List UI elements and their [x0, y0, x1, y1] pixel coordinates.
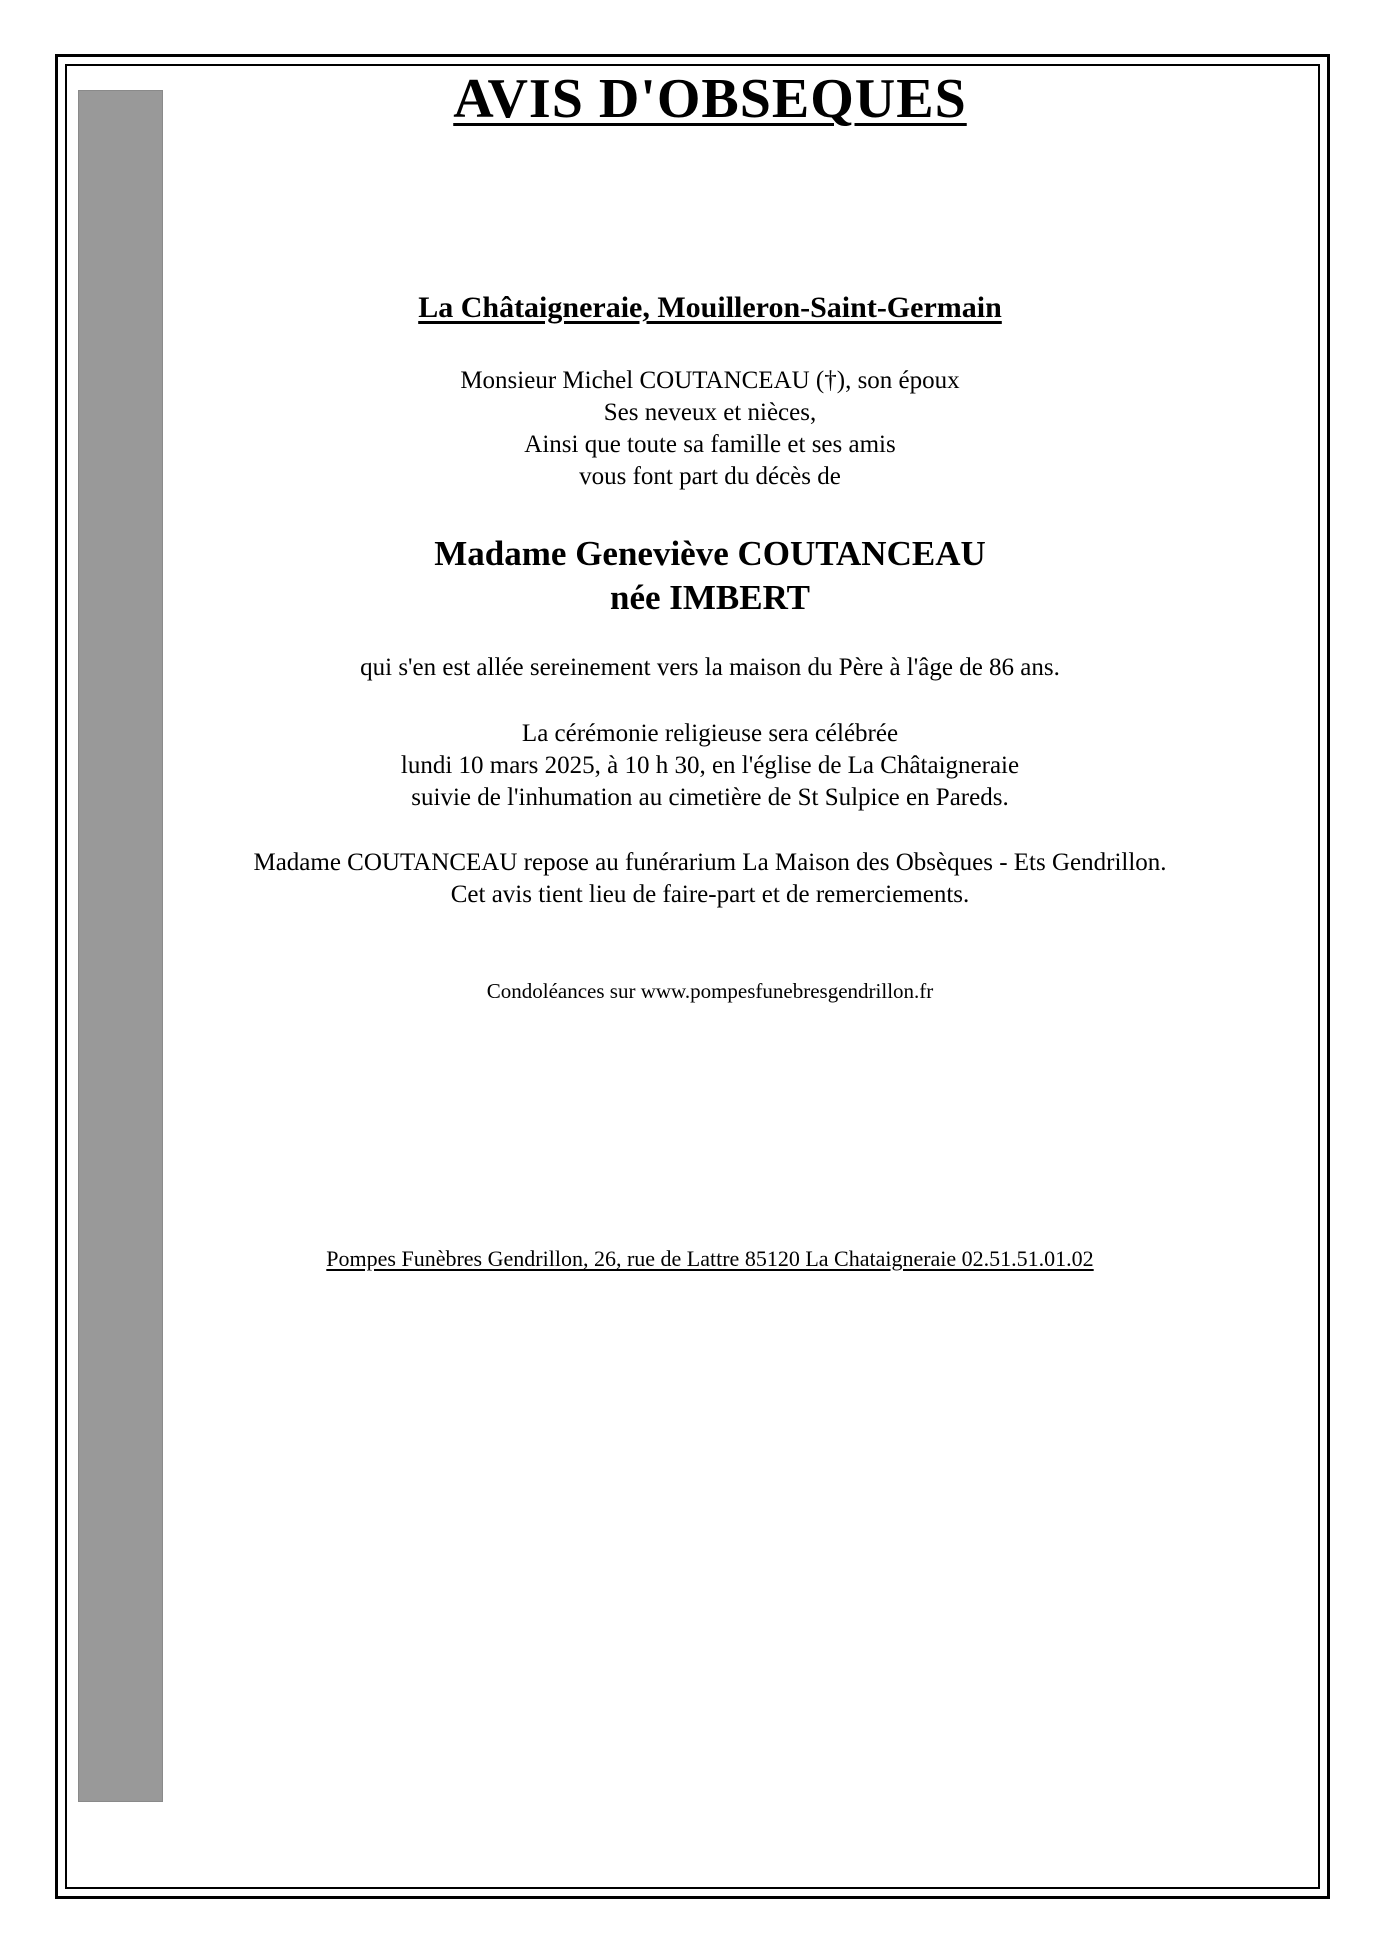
- decorative-side-bar: [78, 90, 163, 1802]
- location-heading: La Châtaigneraie, Mouilleron-Saint-Germain: [418, 291, 1002, 324]
- deceased-birth-name: née IMBERT: [609, 578, 811, 617]
- family-line: Ses neveux et nièces,: [603, 399, 817, 426]
- family-line: Monsieur Michel COUTANCEAU (†), son époux: [460, 367, 960, 394]
- ceremony-line: suivie de l'inhumation au cimetière de St Sulpice en Pareds.: [411, 784, 1009, 811]
- family-announcement: [170, 365, 1250, 493]
- condolences-link[interactable]: Condoléances sur www.pompesfunebresgendrillon.fr: [486, 979, 934, 1003]
- ceremony-line: lundi 10 mars 2025, à 10 h 30, en l'église de La Châtaigneraie: [400, 752, 1020, 779]
- ceremony-details: [170, 718, 1250, 814]
- rest-line: Cet avis tient lieu de faire-part et de remerciements.: [450, 881, 970, 908]
- notice-title: AVIS D'OBSEQUES: [453, 68, 967, 130]
- family-line: Ainsi que toute sa famille et ses amis: [524, 431, 896, 458]
- passage-text: qui s'en est allée sereinement vers la maison du Père à l'âge de 86 ans.: [360, 654, 1060, 681]
- rest-line: Madame COUTANCEAU repose au funérarium La Maison des Obsèques - Ets Gendrillon.: [253, 849, 1167, 876]
- rest-details: [170, 847, 1250, 911]
- ceremony-line: La cérémonie religieuse sera célébrée: [521, 720, 899, 747]
- funeral-home-footer: Pompes Funèbres Gendrillon, 26, rue de Lattre 85120 La Chataigneraie 02.51.51.01.02: [326, 1246, 1094, 1271]
- deceased-name-block: [170, 532, 1250, 620]
- family-line: vous font part du décès de: [579, 463, 841, 490]
- deceased-name: Madame Geneviève COUTANCEAU: [434, 534, 986, 573]
